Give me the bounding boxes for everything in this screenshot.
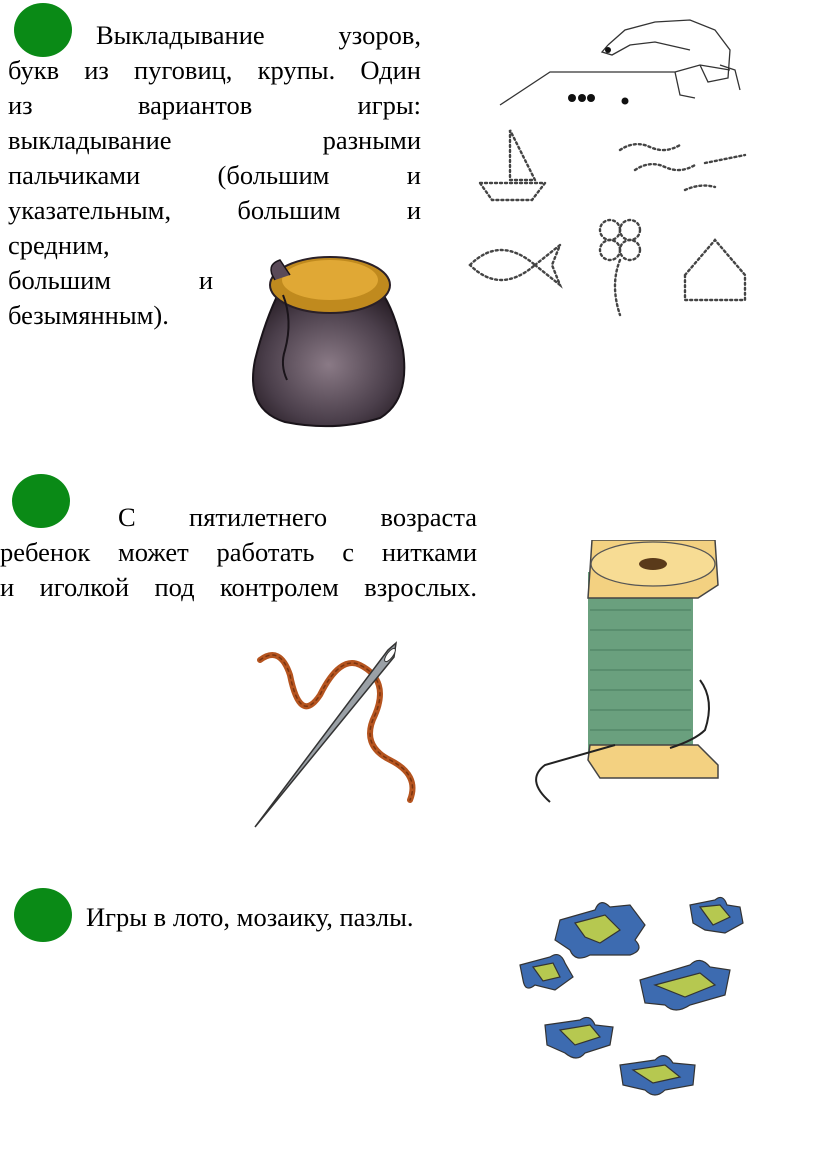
text-line: ребенок может работать с нитками <box>0 537 477 567</box>
spool-of-thread-icon <box>520 540 730 815</box>
text-line: большим и <box>8 265 213 295</box>
text-line: из вариантов игры: <box>8 90 421 120</box>
text-line: и иголкой под контролем взрослых. <box>0 572 477 602</box>
text-line: выкладывание разными <box>8 125 421 155</box>
needle-and-thread-icon <box>250 635 440 830</box>
text-line: пальчиками (большим и <box>8 160 421 190</box>
bead-shapes-icon <box>460 125 770 320</box>
text-line: С пятилетнего возраста <box>118 502 477 532</box>
puzzle-pieces-icon <box>515 885 765 1115</box>
paragraph-thread-and-needle <box>0 500 477 605</box>
text-line: Игры в лото, мозаику, пазлы. <box>86 902 414 932</box>
bullet-icon <box>14 888 72 942</box>
paragraph-lotto-puzzles <box>86 900 486 935</box>
text-line: указательным, большим и <box>8 195 421 225</box>
text-line: Выкладывание узоров, <box>96 20 421 50</box>
grain-sack-icon <box>245 250 410 430</box>
hand-laying-buttons-icon <box>490 10 750 120</box>
text-line: безымянным). <box>8 300 169 330</box>
text-line: средним, <box>8 230 110 260</box>
text-line: букв из пуговиц, крупы. Один <box>8 55 421 85</box>
